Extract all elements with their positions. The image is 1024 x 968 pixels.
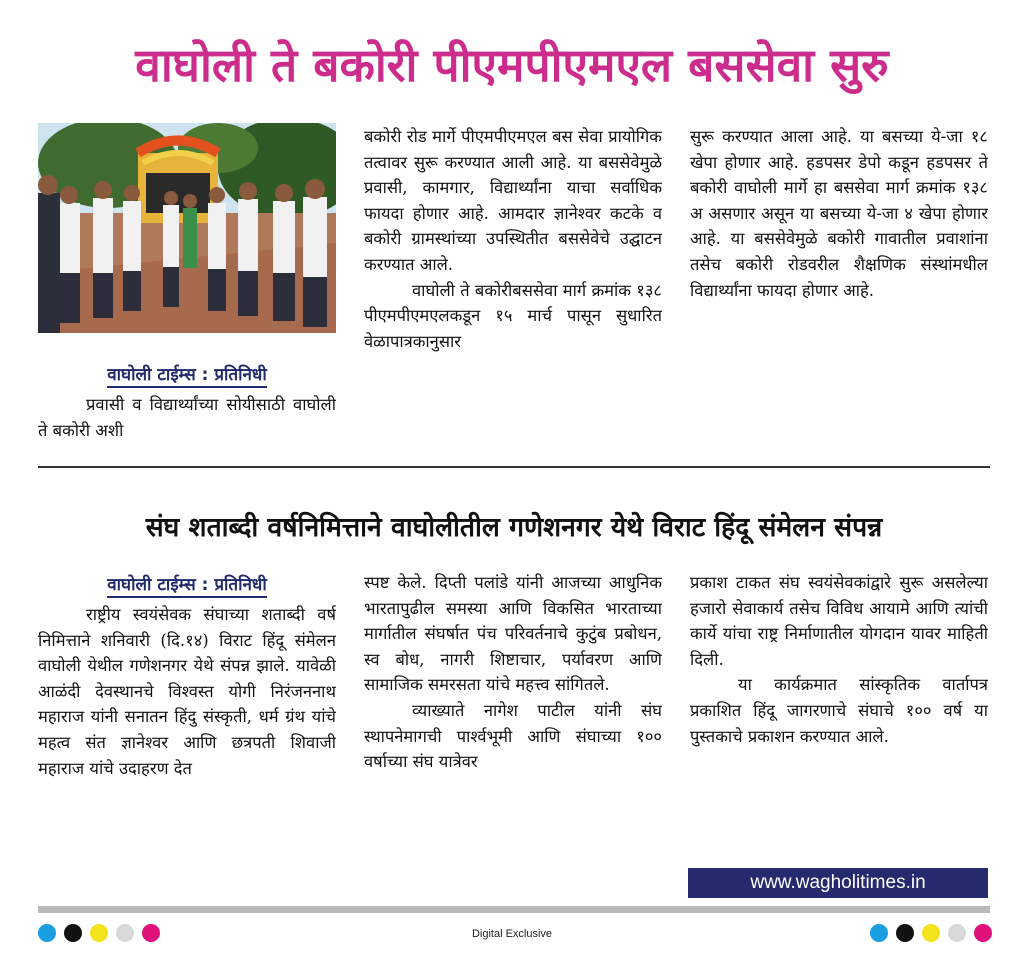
story2-col2-paragraph-2: व्याख्याते नागेश पाटील यांनी संघ स्थापनेमागची पार्श्वभूमी आणि संघाच्या १०० वर्षाच्या संघ यात्रेवर (364, 700, 662, 772)
registration-dot-cyan (38, 924, 56, 942)
story1-col2-paragraph-2: वाघोली ते बकोरीबससेवा मार्ग क्रमांक १३८ पीएमपीएमएलकडून १५ मार्च पासून सुधारित वेळापात्रकानुसार (364, 280, 662, 351)
story1-column-2 (364, 124, 662, 460)
story2-headline: संघ शताब्दी वर्षनिमित्ताने वाघोलीतील गणेशनगर येथे विराट हिंदू संमेलन संपन्न (145, 512, 883, 543)
story1-col2-paragraph-1: बकोरी रोड मार्गे पीएमपीएमएल बस सेवा प्रायोगिक तत्वावर सुरू करण्यात आली आहे. या बससेवेमुळे प्रवासी, कामगार, विद्यार्थ्यांना याचा सर्वाधिक फायदा होणार आहे. आमदार ज्ञानेश्वर कटके व बकोरी ग्रामस्थांच्या उपस्थितीत बससेवेचे उद्घाटन करण्यात आले. (364, 127, 662, 274)
story2-column-1 (38, 572, 336, 902)
registration-dot-cyan (870, 924, 888, 942)
inauguration-photo-illustration (38, 123, 336, 333)
footer-bar (38, 906, 990, 913)
story2-col3-paragraph-1: प्रकाश टाकत संघ स्वयंसेवकांद्वारे सुरू असलेल्या हजारो सेवाकार्य तसेच विविध आयामे आणि त्यांची कार्ये यांचा राष्ट्र निर्माणातील योगदान यावर माहिती दिली. (690, 573, 988, 669)
registration-dots-left (38, 924, 160, 942)
story2-byline: वाघोली टाईम्स : प्रतिनिधी (107, 574, 267, 598)
story1-col3-text: सुरू करण्यात आला आहे. या बसच्या ये-जा १८ खेपा होणार आहे. हडपसर डेपो कडून हडपसर ते बकोरी वाघोली मार्गे हा बससेवा मार्ग क्रमांक १३८ अ असणार असून या बसच्या ये-जा ४ खेपा होणार आहे. या बससेवेमुळे बकोरी गावातील प्रवाशांना तसेच बकोरी रोडवरील शैक्षणिक संस्थांमधील विद्यार्थ्यांना फायदा होणार आहे. (690, 127, 988, 300)
registration-dot-magenta (142, 924, 160, 942)
registration-dot-black (64, 924, 82, 942)
story1-photo (38, 123, 336, 333)
story2-column-3 (690, 570, 988, 862)
registration-dot-yellow (90, 924, 108, 942)
section-divider (38, 466, 990, 468)
registration-dot-black (896, 924, 914, 942)
story1-column-1 (38, 362, 336, 462)
website-url[interactable]: www.wagholitimes.in (688, 868, 988, 898)
registration-dot-grey (116, 924, 134, 942)
story1-column-3 (690, 124, 988, 460)
registration-dot-magenta (974, 924, 992, 942)
story1-byline: वाघोली टाईम्स : प्रतिनिधी (107, 364, 267, 388)
registration-dot-yellow (922, 924, 940, 942)
digital-exclusive-label: Digital Exclusive (471, 928, 553, 940)
story2-col2-paragraph-1: स्पष्ट केले. दिप्ती पलांडे यांनी आजच्या आधुनिक भारतापुढील समस्या आणि विकसित भारताच्या मार्गातील संघर्षात पंच परिवर्तनाचे कुटुंब प्रबोधन, स्व बोध, नागरी शिष्टाचार, पर्यावरण आणि सामाजिक समरसता यांचे महत्त्व सांगितले. (364, 573, 662, 695)
registration-dots-right (870, 924, 992, 942)
registration-dot-grey (948, 924, 966, 942)
story2-col3-paragraph-2: या कार्यक्रमात सांस्कृतिक वार्तापत्र प्रकाशित हिंदू जागरणाचे संघाचे १०० वर्ष या पुस्तकाचे प्रकाशन करण्यात आले. (690, 675, 988, 746)
story1-col1-text: प्रवासी व विद्यार्थ्यांच्या सोयीसाठी वाघोली ते बकोरी अशी (38, 395, 336, 440)
story2-col1-text: राष्ट्रीय स्वयंसेवक संघाच्या शताब्दी वर्ष निमित्ताने शनिवारी (दि.१४) विराट हिंदू संमेलन वाघोली येथील गणेशनगर येथे संपन्न झाले. यावेळी आळंदी देवस्थानचे विश्वस्त योगी निरंजननाथ महाराज यांनी सनातन हिंदु संस्कृती, धर्म ग्रंथ यांचे महत्व संत ज्ञानेश्वर आणि छत्रपती शिवाजी महाराज यांचे उदाहरण देत (38, 605, 336, 778)
story2-column-2 (364, 570, 662, 902)
story1-headline: वाघोली ते बकोरी पीएमपीएमएल बससेवा सुरु (135, 38, 889, 92)
